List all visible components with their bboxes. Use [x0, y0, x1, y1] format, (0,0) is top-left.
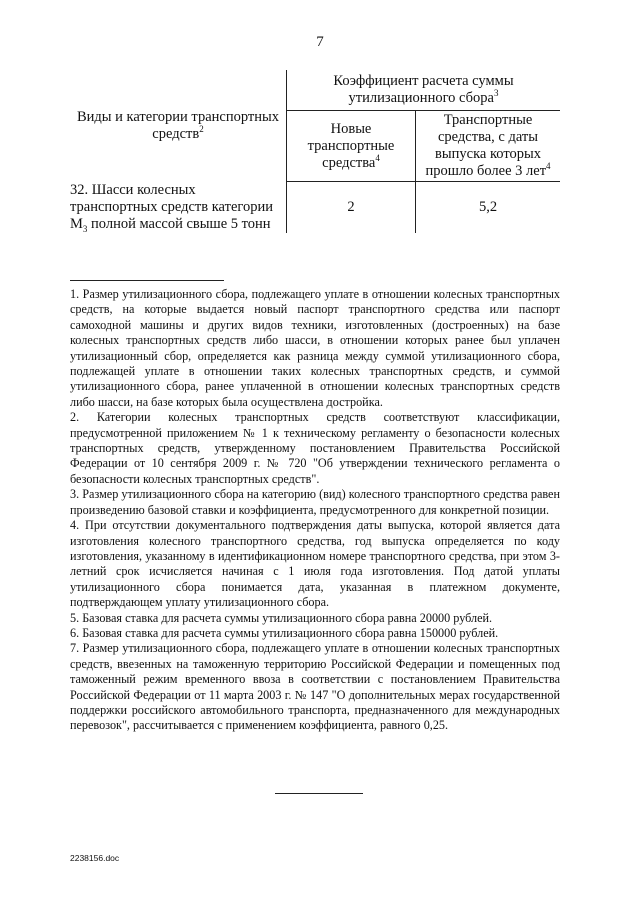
footnote-ref: 4 [375, 152, 380, 163]
footnote-4: 4. При отсутствии документального подтверждения даты выпуска, которой является дата изготовления колесного транспортного средства, год выпуска определяется по коду изготовления, указанному в идентификационном номере транспортного средства, при этом 3-летний срок исчисляется начиная с 1 июля года изготовления. Под датой уплаты утилизационного сбора понимается дата, указанная в платежном документе, подтверждающем уплату утилизационного сбора. [70, 518, 560, 610]
footnote-1: 1. Размер утилизационного сбора, подлежащего уплате в отношении колесных транспортных средств, на которые выдается новый паспорт транспортного средства или паспорт самоходной машины и других видов техники, изготовленных (достроенных) на базе колесных транспортных средств либо шасси, в отношении которых ранее был уплачен утилизационный сбор, определяется как разница между суммой утилизационного сбора, подлежащей уплате в отношении таких колесных транспортных средств, и суммой утилизационного сбора, ранее уплаченной в отношении колесных транспортных средств либо шасси, на базе которых была осуществлена достройка. [70, 287, 560, 409]
header-old-vehicles [416, 111, 561, 182]
document-code: 2238156.doc [70, 853, 120, 863]
row-new-coefficient: 2 [287, 182, 416, 233]
coefficient-table [70, 70, 560, 233]
row-old-coefficient: 5,2 [478, 198, 498, 215]
header-vehicle-types-text: Виды и категории транспортных средств [76, 108, 279, 142]
row-vehicle-type-text: 32. Шасси колесных транспортных средств категории М [70, 181, 273, 232]
footnotes [70, 287, 560, 734]
header-coefficient [287, 70, 561, 111]
footnote-5: 5. Базовая ставка для расчета суммы утилизационного сбора равна 20000 рублей. [70, 610, 493, 625]
header-coefficient-text: Коэффициент расчета суммы утилизационного сбора [333, 73, 514, 106]
footnote-6: 6. Базовая ставка для расчета суммы утилизационного сбора равна 150000 рублей. [70, 625, 499, 640]
page-number: 7 [316, 34, 324, 50]
footnote-ref: 3 [493, 88, 499, 99]
category-subscript: 3 [82, 223, 88, 234]
row-vehicle-type-text-end: полной массой свыше 5 тонн [87, 215, 271, 232]
header-new-vehicles [287, 111, 416, 182]
table-row [70, 182, 560, 233]
footnote-ref: 2 [199, 123, 204, 134]
header-vehicle-types [70, 70, 287, 182]
footnote-separator [70, 280, 224, 281]
footnote-3: 3. Размер утилизационного сбора на категорию (вид) колесного транспортного средства равен произведению базовой ставки и коэффициента, предусмотренного для конкретной позиции. [70, 487, 560, 517]
end-separator [275, 793, 363, 794]
footnote-2: 2. Категории колесных транспортных средств соответствуют классификации, предусмотренной приложением № 1 к техническому регламенту о безопасности колесных транспортных средств, утвержденному постановлением Правительства Российской Федерации от 10 сентября 2009 г. № 720 "Об утверждении технического регламента о безопасности колесных транспортных средств". [70, 410, 560, 486]
footnote-ref: 4 [546, 161, 551, 172]
footnote-7: 7. Размер утилизационного сбора, подлежащего уплате в отношении колесных транспортных средств, ввезенных на таможенную территорию Российской Федерации и помещенных под таможенный режим временного ввоза в соответствии с постановлением Правительства Российской Федерации от 11 марта 2003 г. № 147 "О дополнительных мерах государственной поддержки российского автомобильного транспорта, предназначенного для международных перевозок", рассчитывается с применением коэффициента, равного 0,25. [70, 641, 560, 733]
row-vehicle-type [70, 182, 287, 233]
header-new-vehicles-text: Новые транспортные средства [307, 120, 395, 171]
header-old-vehicles-text: Транспортные средства, с даты выпуска которых прошло более 3 лет [425, 112, 547, 179]
